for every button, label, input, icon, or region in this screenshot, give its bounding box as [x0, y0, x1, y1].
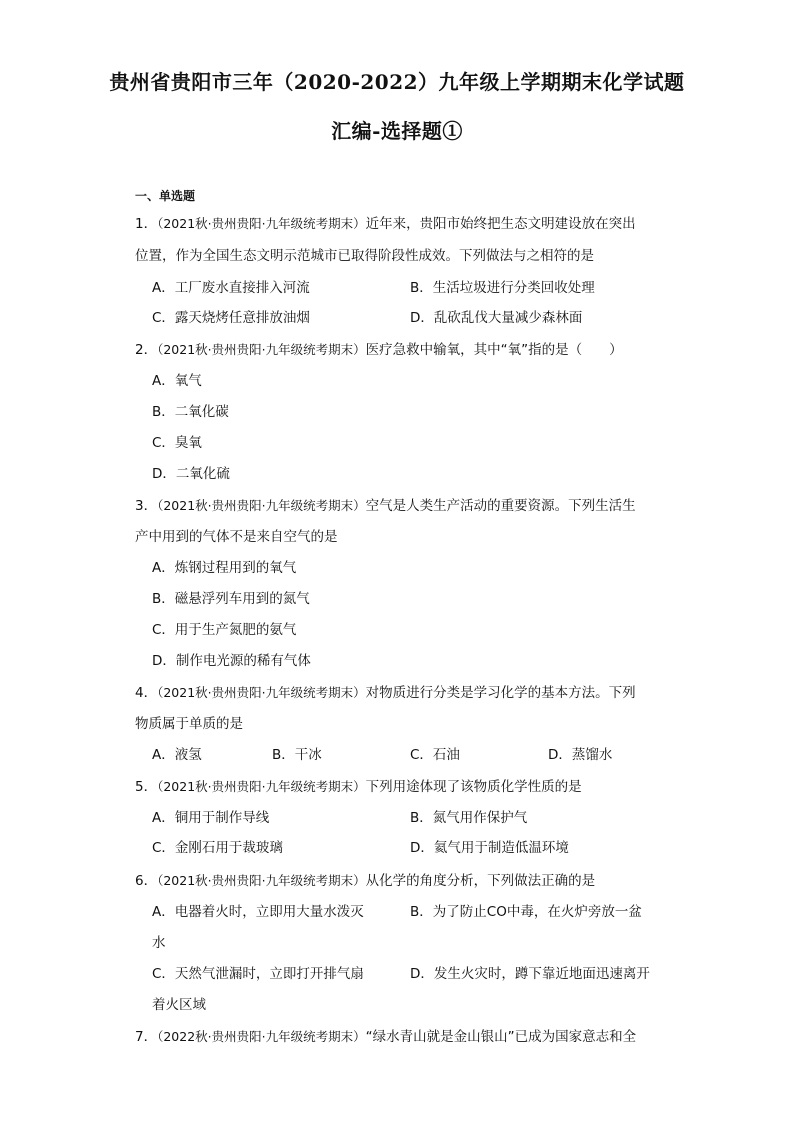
- question-number: 7．: [135, 1029, 158, 1045]
- question-source: （2021秋·贵州贵阳·九年级统考期末）: [157, 873, 366, 888]
- q2-option-d: D．二氧化硫: [152, 466, 230, 482]
- question-source: （2021秋·贵州贵阳·九年级统考期末）: [157, 685, 366, 700]
- q6-option-d: D．发生火灾时，蹲下靠近地面迅速离开: [410, 966, 650, 982]
- q5-option-d: D．氦气用于制造低温环境: [410, 840, 569, 856]
- question-number: 6．: [135, 873, 158, 889]
- question-source: （2021秋·贵州贵阳·九年级统考期末）: [157, 216, 366, 231]
- question-text: 空气是人类生产活动的重要资源。下列生活生: [365, 498, 636, 514]
- question-2-stem: [135, 338, 623, 358]
- question-text: 近年来，贵阳市始终把生态文明建设放在突出: [365, 216, 636, 232]
- q6-option-a: A．电器着火时，立即用大量水泼灭: [152, 904, 364, 920]
- question-source: （2021秋·贵州贵阳·九年级统考期末）: [157, 342, 366, 357]
- q3-option-b: B．磁悬浮列车用到的氮气: [152, 591, 310, 607]
- question-number: 1．: [135, 216, 158, 232]
- question-number: 3．: [135, 498, 158, 514]
- q1-option-d: D．乱砍乱伐大量减少森林面: [410, 310, 583, 326]
- question-7-stem: [135, 1025, 636, 1045]
- q3-option-a: A．炼钢过程用到的氧气: [152, 560, 297, 576]
- q1-option-c: C．露天烧烤任意排放油烟: [152, 310, 310, 326]
- q5-option-b: B．氮气用作保护气: [410, 810, 528, 826]
- q1-option-a: A．工厂废水直接排入河流: [152, 280, 310, 296]
- question-text: 下列用途体现了该物质化学性质的是: [365, 779, 582, 795]
- q6-option-b: B．为了防止CO中毒，在火炉旁放一盆: [410, 904, 642, 920]
- question-text: “绿水青山就是金山银山”已成为国家意志和全: [365, 1029, 637, 1045]
- q3-option-d: D．制作电光源的稀有气体: [152, 653, 311, 669]
- q4-option-b: B．干冰: [272, 747, 322, 763]
- question-text: 对物质进行分类是学习化学的基本方法。下列: [365, 685, 636, 701]
- q5-option-c: C．金刚石用于裁玻璃: [152, 840, 283, 856]
- q5-option-a: A．铜用于制作导线: [152, 810, 270, 826]
- question-source: （2021秋·贵州贵阳·九年级统考期末）: [157, 779, 366, 794]
- q2-option-a: A．氧气: [152, 373, 202, 389]
- q3-option-c: C．用于生产氮肥的氨气: [152, 622, 297, 638]
- q6-option-d-cont: 着火区域: [152, 997, 206, 1013]
- question-number: 4．: [135, 685, 158, 701]
- q4-option-d: D．蒸馏水: [548, 747, 613, 763]
- question-3-stem-cont: 产中用到的气体不是来自空气的是: [135, 529, 338, 545]
- question-source: （2021秋·贵州贵阳·九年级统考期末）: [157, 498, 366, 513]
- q4-option-c: C．石油: [410, 747, 460, 763]
- doc-title-line2: 汇编-选择题①: [331, 119, 463, 143]
- question-number: 5．: [135, 779, 158, 795]
- q6-option-a-cont: 水: [152, 935, 166, 951]
- question-4-stem-cont: 物质属于单质的是: [135, 716, 243, 732]
- question-text: 医疗急救中输氧，其中“氧”指的是（ ）: [365, 342, 623, 358]
- question-6-stem: [135, 869, 595, 889]
- question-1-stem-cont: 位置，作为全国生态文明示范城市已取得阶段性成效。下列做法与之相符的是: [135, 248, 594, 264]
- question-4-stem: [135, 681, 636, 701]
- question-source: （2022秋·贵州贵阳·九年级统考期末）: [157, 1029, 366, 1044]
- q4-option-a: A．液氢: [152, 747, 202, 763]
- q6-option-c: C．天然气泄漏时，立即打开排气扇: [152, 966, 364, 982]
- q2-option-b: B．二氧化碳: [152, 404, 229, 420]
- question-1-stem: [135, 212, 636, 232]
- q1-option-b: B．生活垃圾进行分类回收处理: [410, 280, 595, 296]
- question-text: 从化学的角度分析，下列做法正确的是: [365, 873, 596, 889]
- question-5-stem: [135, 775, 582, 795]
- doc-title-line1: 贵州省贵阳市三年（2020-2022）九年级上学期期末化学试题: [109, 70, 685, 94]
- question-number: 2．: [135, 342, 158, 358]
- section-heading: 一、单选题: [135, 189, 196, 203]
- question-3-stem: [135, 494, 636, 514]
- q2-option-c: C．臭氧: [152, 435, 202, 451]
